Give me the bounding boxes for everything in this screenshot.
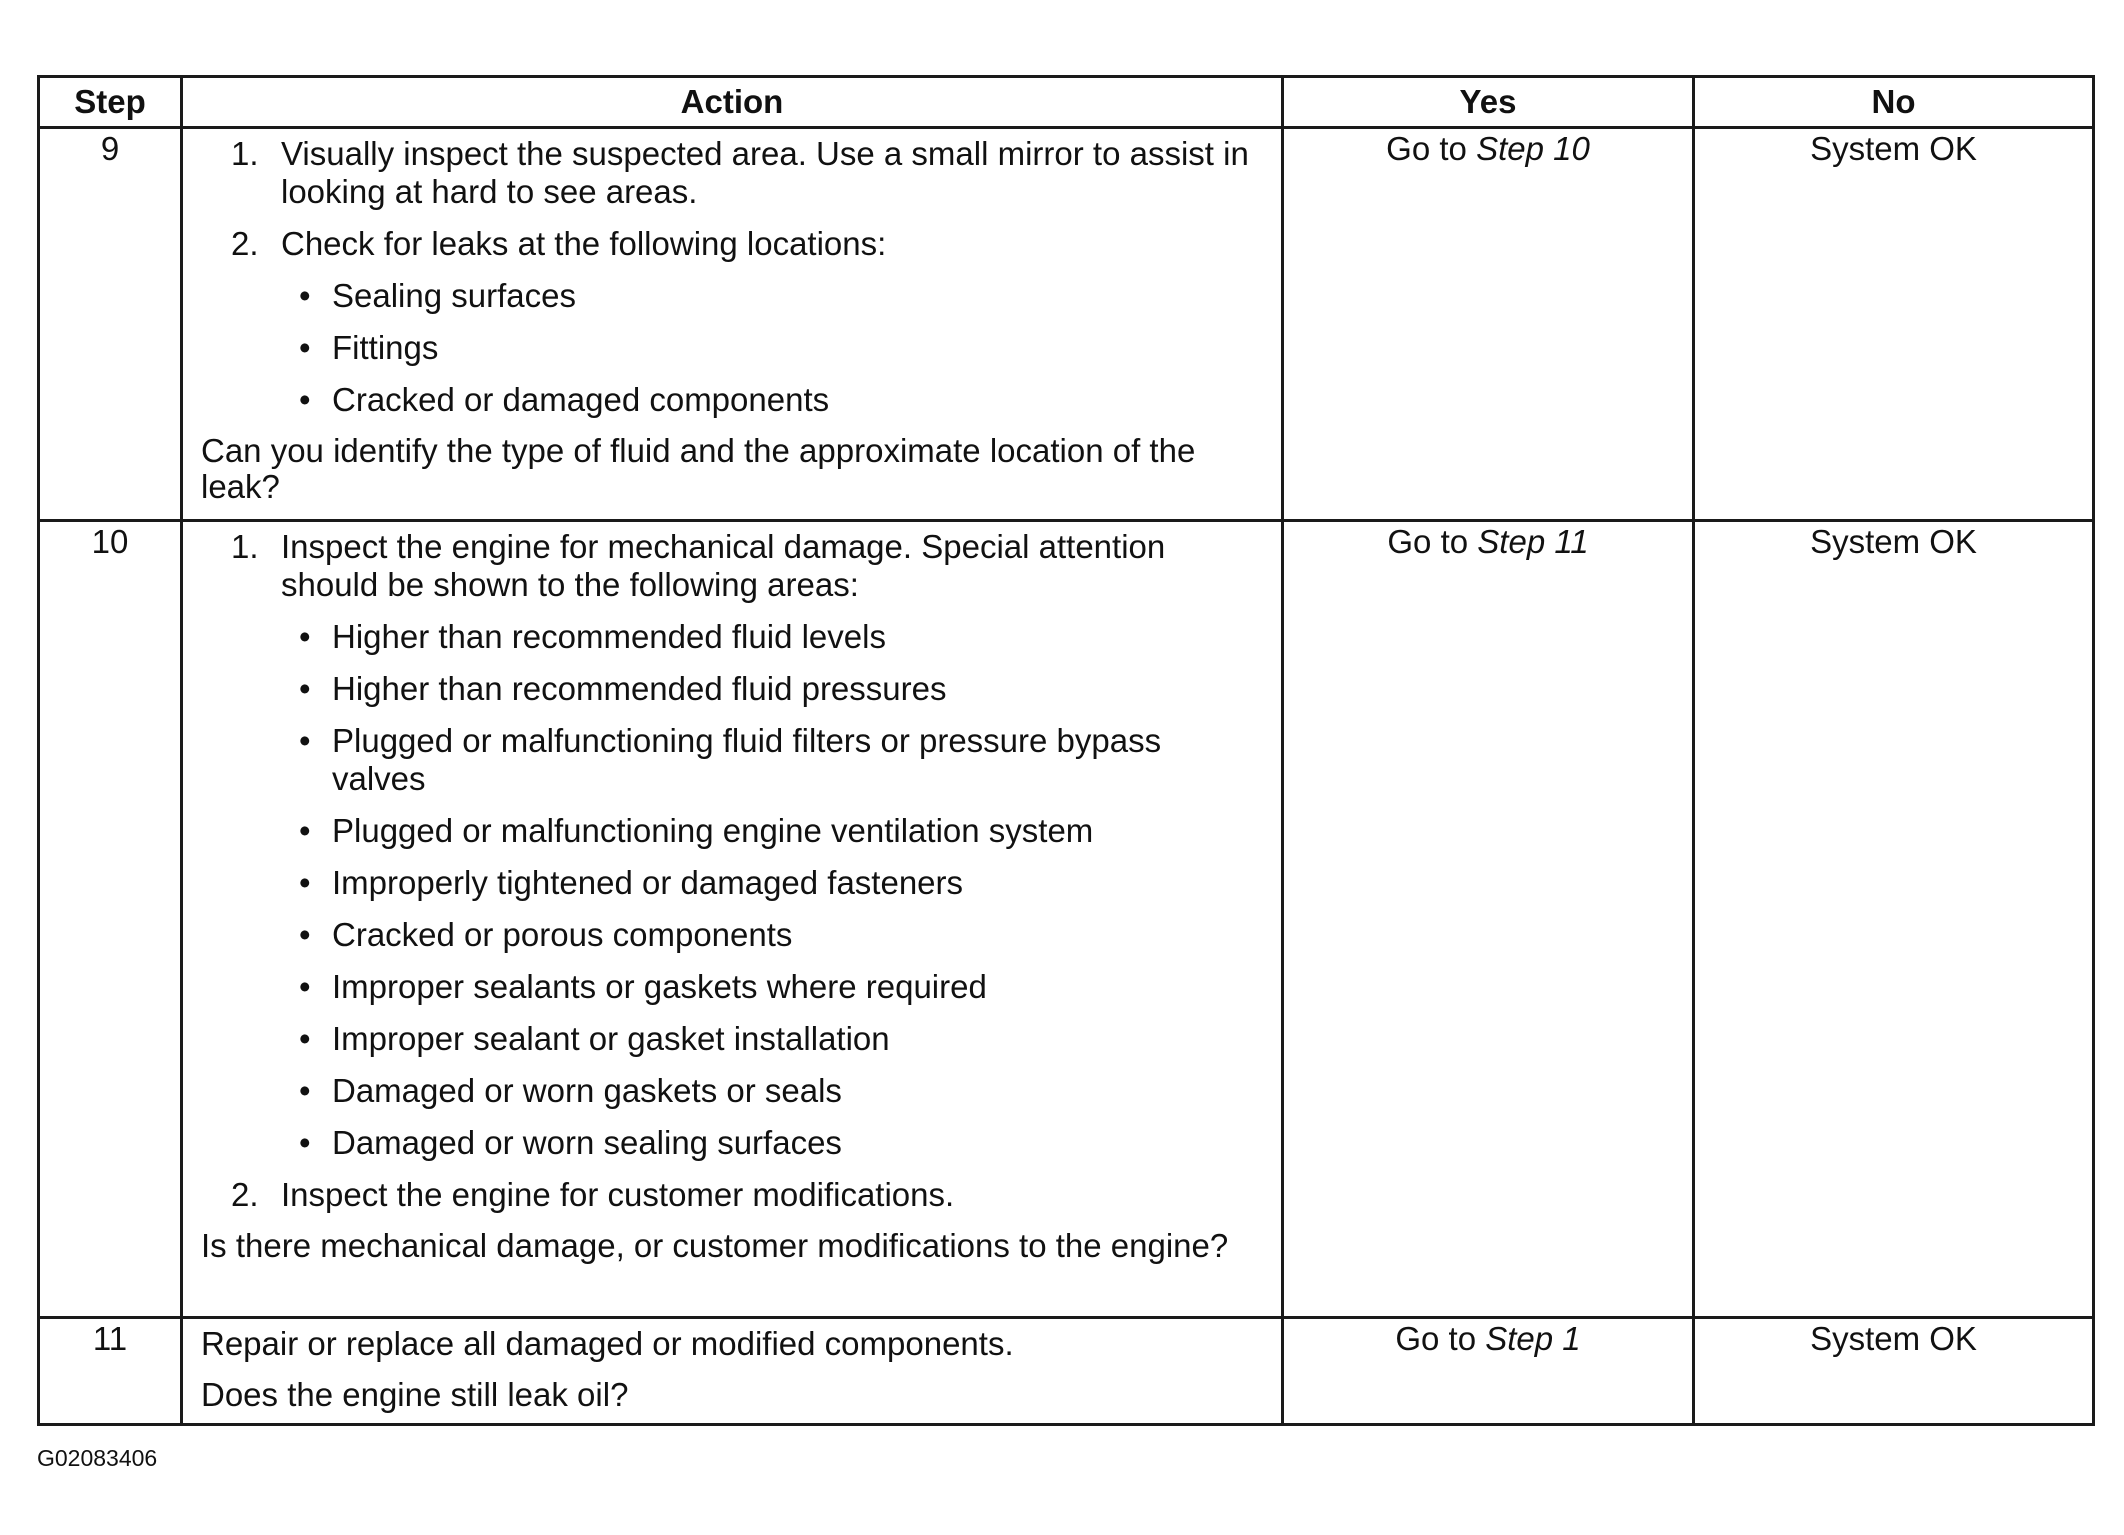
bullet-icon: • [299, 1124, 311, 1161]
bullet-icon: • [299, 381, 311, 418]
bullet-icon: • [299, 670, 311, 707]
bullet-icon: • [299, 916, 311, 953]
list-item-text: Higher than recommended fluid levels [332, 618, 886, 655]
bullet-icon: • [299, 812, 311, 849]
header-yes: Yes [1283, 77, 1694, 128]
list-item [299, 968, 1263, 1006]
list-item-text: Improper sealant or gasket installation [332, 1020, 890, 1057]
no-result: System OK [1694, 1318, 2094, 1425]
yes-prefix: Go to [1387, 523, 1478, 560]
item-text: Check for leaks at the following locations: [281, 225, 887, 262]
list-item-text: Cracked or damaged components [332, 381, 830, 418]
step-question: Is there mechanical damage, or customer modifications to the engine? [201, 1227, 1229, 1264]
list-item-text: Sealing surfaces [332, 277, 576, 314]
item-text: Visually inspect the suspected area. Use a small mirror to assist in looking at hard to see areas. [281, 135, 1249, 210]
diagnostic-table [37, 75, 2095, 1426]
step-number: 10 [39, 521, 182, 1318]
list-item [299, 722, 1263, 798]
yes-result [1283, 128, 1694, 521]
item-text: Inspect the engine for mechanical damage. Special attention should be shown to the following areas: [281, 528, 1166, 603]
list-item [299, 670, 1263, 708]
header-no: No [1694, 77, 2094, 128]
list-item-text: Plugged or malfunctioning engine ventilation system [332, 812, 1094, 849]
yes-result [1283, 521, 1694, 1318]
list-item [299, 916, 1263, 954]
step-question: Does the engine still leak oil? [201, 1376, 629, 1413]
numbered-item [231, 528, 1263, 604]
list-item [299, 381, 1263, 419]
bullet-icon: • [299, 968, 311, 1005]
bullet-icon: • [299, 864, 311, 901]
yes-result [1283, 1318, 1694, 1425]
bullet-list [201, 618, 1263, 1162]
header-action: Action [182, 77, 1283, 128]
action-cell [182, 521, 1283, 1318]
list-item-text: Cracked or porous components [332, 916, 793, 953]
action-cell [182, 128, 1283, 521]
step-question: Can you identify the type of fluid and the approximate location of the leak? [201, 432, 1196, 505]
bullet-icon: • [299, 618, 311, 655]
list-item-text: Improperly tightened or damaged fasteners [332, 864, 964, 901]
step-number: 11 [39, 1318, 182, 1425]
bullet-icon: • [299, 722, 311, 759]
action-cell [182, 1318, 1283, 1425]
no-result: System OK [1694, 521, 2094, 1318]
table-row-step-11 [39, 1318, 2094, 1425]
list-item [299, 618, 1263, 656]
list-item-text: Plugged or malfunctioning fluid filters or pressure bypass valves [332, 722, 1162, 797]
list-item [299, 1124, 1263, 1162]
yes-prefix: Go to [1386, 130, 1477, 167]
item-number: 1. [231, 528, 259, 565]
yes-step-ref: Step 11 [1477, 523, 1589, 560]
yes-step-ref: Step 10 [1476, 130, 1590, 167]
list-item [299, 812, 1263, 850]
yes-prefix: Go to [1395, 1320, 1486, 1357]
step-number: 9 [39, 128, 182, 521]
bullet-icon: • [299, 1072, 311, 1109]
figure-id: G02083406 [37, 1445, 158, 1471]
table-row-step-9 [39, 128, 2094, 521]
list-item-text: Damaged or worn gaskets or seals [332, 1072, 842, 1109]
list-item-text: Improper sealants or gaskets where required [332, 968, 987, 1005]
bullet-icon: • [299, 329, 311, 366]
list-item-text: Higher than recommended fluid pressures [332, 670, 947, 707]
item-number: 1. [231, 135, 259, 172]
list-item-text: Damaged or worn sealing surfaces [332, 1124, 842, 1161]
table-row-step-10 [39, 521, 2094, 1318]
no-result: System OK [1694, 128, 2094, 521]
bullet-icon: • [299, 1020, 311, 1057]
step-instruction: Repair or replace all damaged or modified components. [201, 1325, 1014, 1362]
yes-step-ref: Step 1 [1485, 1320, 1581, 1357]
numbered-item [231, 135, 1263, 211]
header-step: Step [39, 77, 182, 128]
list-item [299, 1072, 1263, 1110]
list-item-text: Fittings [332, 329, 439, 366]
numbered-item [231, 225, 1263, 263]
diagnostic-table-container [37, 75, 2092, 1426]
item-text: Inspect the engine for customer modifications. [281, 1176, 955, 1213]
item-number: 2. [231, 225, 259, 262]
list-item [299, 277, 1263, 315]
header-row [39, 77, 2094, 128]
list-item [299, 864, 1263, 902]
list-item [299, 1020, 1263, 1058]
item-number: 2. [231, 1176, 259, 1213]
bullet-list [201, 277, 1263, 419]
numbered-item [231, 1176, 1263, 1214]
bullet-icon: • [299, 277, 311, 314]
list-item [299, 329, 1263, 367]
